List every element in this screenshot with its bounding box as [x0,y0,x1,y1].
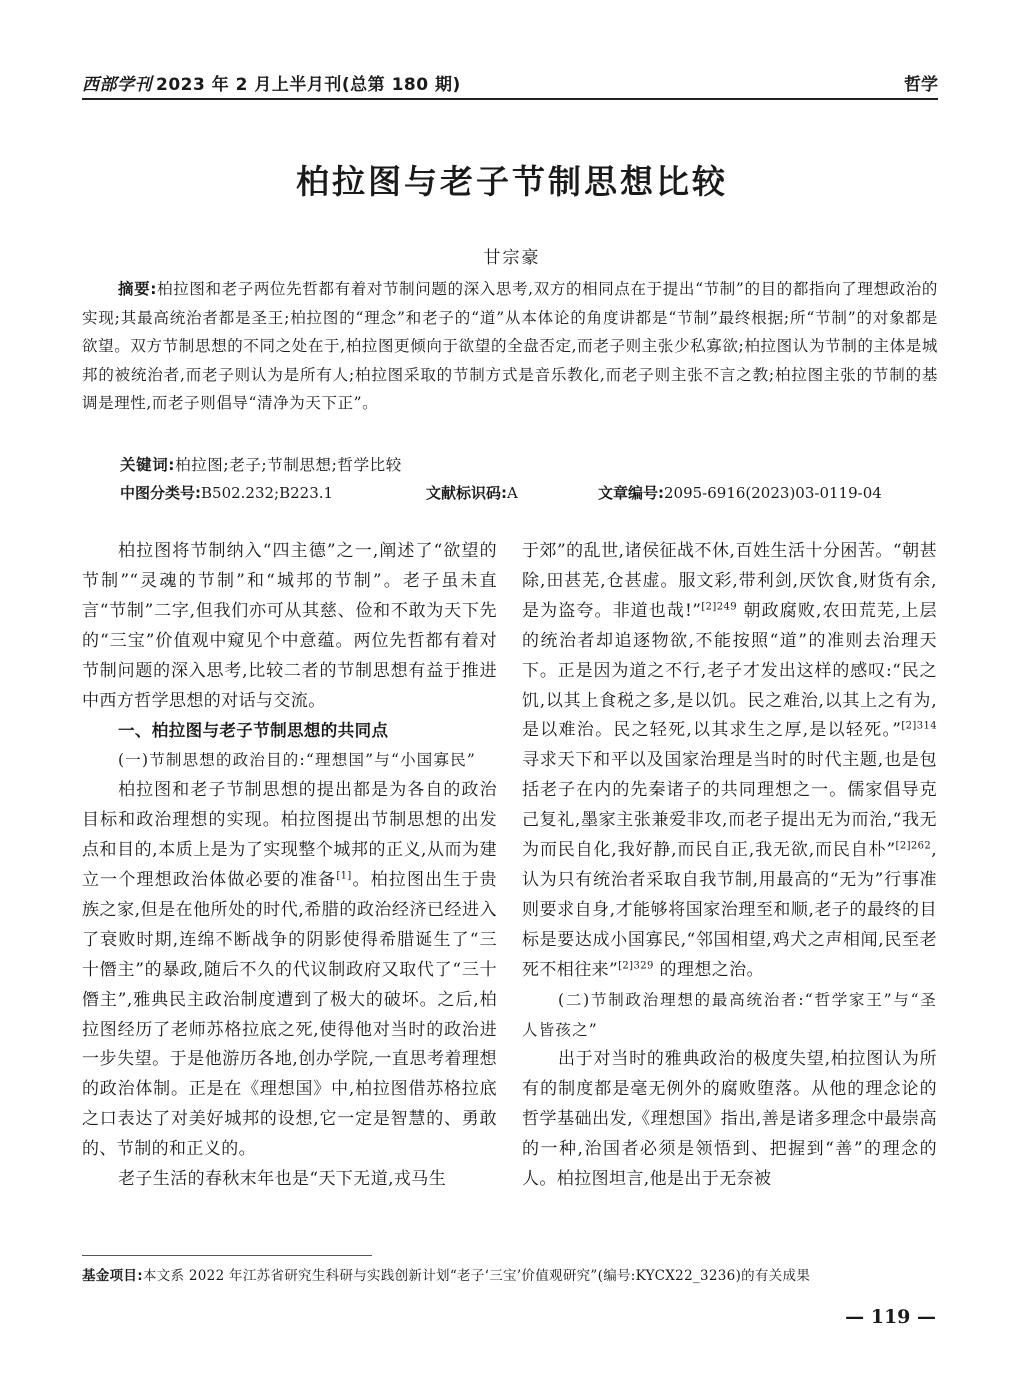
paragraph: 柏拉图将节制纳入“四主德”之一,阐述了“欲望的节制”“灵魂的节制”和“城邦的节制”。老子虽未直言“节制”二字,但我们亦可从其慈、俭和不敢为天下先的“三宝”价值观中窥见个中意蕴。两位先哲都有着对节制问题的深入思考,比较二者的节制思想有益于推进中西方哲学思想的对话与交流。 [82,541,497,711]
doc-label: 文献标识码: [426,484,507,502]
paragraph [82,776,497,1165]
paragraph-text: 朝政腐败,农田荒芜,上层的统治者却追逐物欲,不能按照“道”的准则去治理天下。正是因为道之不行,老子才发出这样的感叹:“民之饥,以其上食税之多,是以饥。民之难治,以其上之有为,是以难治。民之轻死,以其求生之厚,是以轻死。” [522,600,937,741]
funding-text: 本文系 2022 年江苏省研究生科研与实践创新计划“老子‘三宝’价值观研究”(编号:KYCX22_3236)的有关成果 [142,1268,811,1284]
paragraph: 老子生活的春秋末年也是“天下无道,戎马生 [118,1169,447,1190]
running-header [82,70,938,98]
citation: [2]249 [701,601,738,613]
keywords-text: 柏拉图;老子;节制思想;哲学比较 [175,456,402,474]
body-column-right [522,537,937,1195]
issue-text: 2023 年 2 月上半月刊(总第 180 期) [156,75,461,95]
article-value: 2095-6916(2023)03-0119-04 [664,484,882,502]
article-number [598,482,882,503]
clc-number [120,482,333,503]
section-heading: 一、柏拉图与老子节制思想的共同点 [118,721,389,741]
journal-issue [82,70,461,95]
paragraph [522,537,937,986]
funding-footnote [82,1264,810,1284]
doc-code [426,482,518,503]
citation: [2]262 [895,840,932,852]
paragraph-text: 于郊”的乱世,诸侯征战不休,百姓生活十分困苦。“朝甚除,田甚芜,仓甚虚。服文彩,带利剑,厌饮食,财货有余,是为盗夸。非道也哉!” [522,541,937,621]
clc-label: 中图分类号: [120,484,201,502]
section-label: 哲学 [904,75,938,95]
keywords-label: 关键词: [120,456,176,474]
author-name: 甘宗豪 [483,248,541,268]
citation: [2]314 [901,720,937,732]
abstract-label: 摘要: [118,280,158,298]
abstract-text: 柏拉图和老子两位先哲都有着对节制问题的深入思考,双方的相同点在于提出“节制”的目的都指向了理想政治的实现;其最高统治者都是圣王;柏拉图的“理念”和老子的“道”从本体论的角度讲都是“节制”最终根据;所“节制”的对象都是欲望。双方节制思想的不同之处在于,柏拉图更倾向于欲望的全盘否定,而老子则主张少私寡欲;柏拉图认为节制的主体是城邦的被统治者,而老子则认为是所有人;柏拉图采取的节制方式是音乐教化,而老子则主张不言之教;柏拉图主张的节制的基调是理性,而老子则倡导“清净为天下正”。 [82,280,939,412]
paragraph-text: 寻求天下和平以及国家治理是当时的时代主题,也是包括老子在内的先秦诸子的共同理想之一。儒家倡导克己复礼,墨家主张兼爱非攻,而老子提出无为而治,“我无为而民自化,我好静,而民自正,我无欲,而民自朴” [522,750,937,861]
header-rule [82,98,938,100]
footnote-rule [82,1255,372,1256]
paragraph-text: 。柏拉图出生于贵族之家,但是在他所处的时代,希腊的政治经济已经进入了衰败时期,连绵不断战争的阴影使得希腊诞生了“三十僭主”的暴政,随后不久的代议制政府又取代了“三十僭主”,雅典民主政治制度遭到了极大的破坏。之后,柏拉图经历了老师苏格拉底之死,使得他对当时的政治进一步失望。于是他游历各地,创办学院,一直思考着理想的政治体制。正是在《理想国》中,柏拉图借苏格拉底之口表达了对美好城邦的设想,它一定是智慧的、勇敢的、节制的和正义的。 [82,869,498,1160]
article-title: 柏拉图与老子节制思想比较 [296,162,728,201]
citation: [1] [336,870,352,882]
funding-label: 基金项目: [82,1268,143,1284]
keywords [120,453,402,475]
paragraph: 出于对当时的雅典政治的极度失望,柏拉图认为所有的制度都是毫无例外的腐败堕落。从他的理念论的哲学基础出发,《理想国》指出,善是诸多理念中最崇高的一种,治国者必须是领悟到、把握到“善”的理念的人。柏拉图坦言,他是出于无奈被 [522,1049,937,1190]
subsection-heading: (二)节制政治理想的最高统治者:“哲学家王”与“圣人皆孩之” [522,990,937,1039]
classification-line [120,482,938,506]
journal-logo: 西部学刊 [82,75,152,95]
paragraph-text: 柏拉图和老子节制思想的提出都是为各自的政治目标和政治理想的实现。柏拉图提出节制思想的出发点和目的,本质上是为了实现整个城邦的正义,从而为建立一个理想政治体做必要的准备 [82,780,497,890]
abstract [82,275,938,418]
clc-value: B502.232;B223.1 [201,484,334,502]
doc-value: A [507,484,518,502]
citation: [2]329 [618,960,654,972]
page-number: — 119 — [845,1306,936,1328]
paragraph-text: ,认为只有统治者采取自我节制,用最高的“无为”行事准则要求自身,才能够将国家治理至和顺,老子的最终的目标是要达成小国寡民,“邻国相望,鸡犬之声相闻,民至老死不相往来” [522,840,937,980]
article-label: 文章编号: [598,484,664,502]
subsection-heading: (一)节制思想的政治目的:“理想国”与“小国寡民” [118,751,477,770]
paragraph-text: 的理想之治。 [653,959,764,980]
body-column-left [82,537,497,1195]
